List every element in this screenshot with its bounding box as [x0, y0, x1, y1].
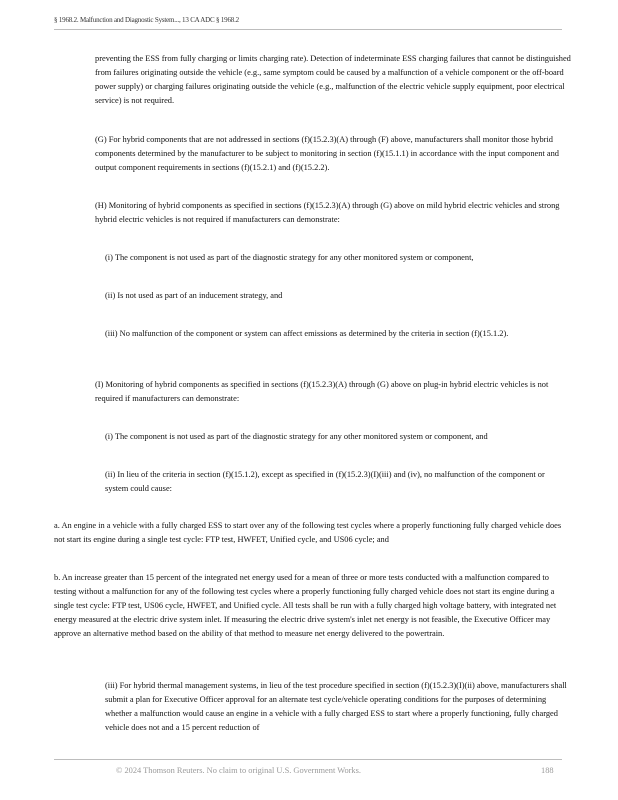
footer-copyright: © 2024 Thomson Reuters. No claim to original U.S. Government Works. — [116, 766, 361, 775]
page-number: 188 — [541, 766, 554, 775]
paragraph-h-iii: (iii) No malfunction of the component or system can affect emissions as determined by the criteria in section (f)(15.1.2). — [105, 329, 509, 338]
paragraph-i-iii: (iii) For hybrid thermal management systems, in lieu of the test procedure specified in section (f)(15.2.3)(I)(ii) above, manufacturers shall submit a plan for Executive Officer approval for an alternate test cycle/vehicle operating conditions for the purposes of determining whether a malfunction would cause an engine in a vehicle with a fully charged ESS to start where a properly functioning, fully charged vehicle does not and a 15 percent reduction of — [105, 681, 567, 732]
paragraph-h: (H) Monitoring of hybrid components as specified in sections (f)(15.2.3)(A) through (G) above on mild hybrid electric vehicles and strong hybrid electric vehicles is not required if manufacturers can demonstrate: — [95, 201, 560, 224]
running-header: § 1968.2. Malfunction and Diagnostic System..., 13 CA ADC § 1968.2 — [54, 16, 562, 30]
paragraph-b: b. An increase greater than 15 percent of the integrated net energy used for a mean of three or more tests conducted with a malfunction compared to testing without a malfunction for any of the following test cycles where a properly functioning fully charged vehicle does not start its engine during a single test cycle: FTP test, US06 cycle, HWFET, and Unified cycle. All tests shall be run with a fully charged high voltage battery, with integrated net energy measured at the electric drive system inlet. If measuring the electric drive system's inlet net energy is not feasible, the Executive Officer may approve an alternative method based on the ability of that method to measure net energy delivered to the powertrain. — [54, 573, 557, 638]
paragraph-i: (I) Monitoring of hybrid components as specified in sections (f)(15.2.3)(A) through (G) above on plug-in hybrid electric vehicles is not required if manufacturers can demonstrate: — [95, 380, 549, 403]
paragraph-i-i: (i) The component is not used as part of the diagnostic strategy for any other monitored system or component, and — [105, 432, 488, 441]
paragraph-h-i: (i) The component is not used as part of the diagnostic strategy for any other monitored system or component, — [105, 253, 474, 262]
paragraph-g: (G) For hybrid components that are not addressed in sections (f)(15.2.3)(A) through (F) above, manufacturers shall monitor those hybrid components determined by the manufacturer to be subject to monitoring in section (f)(15.1.1) in accordance with the input component and output component requirements in sections (f)(15.2.1) and (f)(15.2.2). — [95, 135, 559, 172]
paragraph-h-ii: (ii) Is not used as part of an inducement strategy, and — [105, 291, 283, 300]
paragraph-a: a. An engine in a vehicle with a fully charged ESS to start over any of the following test cycles where a properly functioning fully charged vehicle does not start its engine during a single test cycle: FTP test, HWFET, Unified cycle, and US06 cycle; and — [54, 521, 562, 544]
paragraph-i-ii: (ii) In lieu of the criteria in section (f)(15.1.2), except as specified in (f)(15.2.3)(I)(iii) and (iv), no malfunction of the component or system could cause: — [105, 470, 545, 493]
paragraph-ess-charging: preventing the ESS from fully charging or limits charging rate). Detection of indeterminate ESS charging failures that cannot be distinguished from failures originating outside the vehicle (e.g., same symptom could be caused by a malfunction of a vehicle component or the off-board power supply) or charging failures originating outside the vehicle (e.g., malfunction of the electric vehicle supply equipment, poor electrical service) is not required. — [95, 54, 571, 105]
footer-divider — [54, 759, 562, 760]
